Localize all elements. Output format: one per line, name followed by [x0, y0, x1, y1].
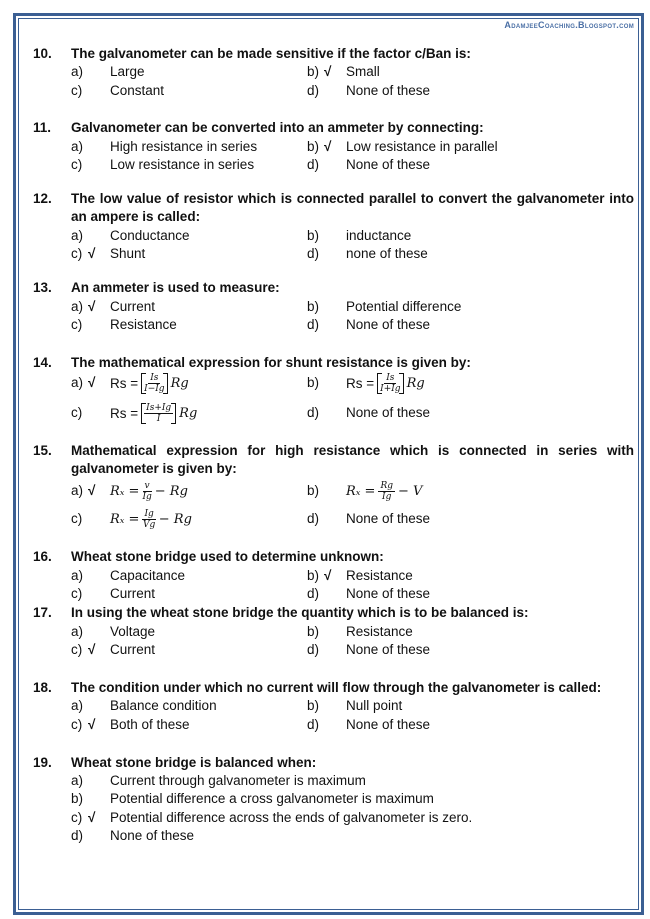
option-label: c) — [71, 642, 83, 657]
option-text: None of these — [110, 828, 195, 843]
formula-denominator: Ig — [142, 491, 152, 502]
option-text: Potential difference across the ends of galvanometer is zero. — [110, 810, 473, 825]
option-text: Resistance — [110, 317, 177, 332]
option-label: c) — [71, 405, 83, 420]
question-text: Galvanometer can be converted into an ammeter by connecting: — [71, 120, 484, 135]
formula-lhs: Rₓ = — [110, 483, 140, 499]
formula-rhs: Rg — [179, 405, 198, 421]
option-label: b) — [307, 139, 320, 154]
option-text: Conductance — [110, 228, 190, 243]
option-label: b) — [307, 568, 320, 583]
formula-numerator: Ig — [144, 508, 154, 519]
formula-fraction — [144, 403, 173, 424]
option-label: a) — [71, 698, 84, 713]
option-text: Current through galvanometer is maximum — [110, 773, 366, 788]
option-text: High resistance in series — [110, 139, 258, 154]
option-label: d) — [307, 83, 320, 98]
option-formula — [110, 402, 197, 424]
option-text: None of these — [346, 642, 431, 657]
option-label: d) — [307, 511, 320, 526]
formula-rhs: Rg — [170, 375, 189, 391]
question-text: An ammeter is used to measure: — [71, 280, 280, 295]
option-label: c) — [71, 586, 83, 601]
option-text: Voltage — [110, 624, 156, 639]
formula-denominator: I−Ig — [144, 383, 165, 394]
option-text: inductance — [346, 228, 412, 243]
option-text: Balance condition — [110, 698, 217, 713]
option-text: None of these — [346, 511, 431, 526]
formula-lhs: Rs = — [346, 375, 375, 391]
option-formula — [110, 508, 192, 530]
formula-numerator: Is — [386, 372, 395, 383]
question-number: 17. — [33, 605, 52, 620]
formula-rhs: − Rg — [154, 483, 188, 499]
option-label: a) — [71, 624, 84, 639]
formula-lhs: Rs = — [110, 405, 139, 421]
correct-check-icon: √ — [324, 568, 332, 583]
correct-check-icon: √ — [88, 810, 96, 825]
option-text: Constant — [110, 83, 165, 98]
option-text: Null point — [346, 698, 403, 713]
question-number: 19. — [33, 755, 52, 770]
option-label: d) — [307, 717, 320, 732]
question-text: Wheat stone bridge used to determine unknown: — [71, 549, 384, 564]
option-formula — [110, 372, 189, 394]
formula-rhs: Rg — [406, 375, 425, 391]
formula-fraction — [142, 481, 151, 502]
option-text: Current — [110, 586, 156, 601]
formula-numerator: Is — [150, 372, 159, 383]
option-text: None of these — [346, 405, 431, 420]
formula-denominator: Vg — [142, 519, 156, 530]
option-label: c) — [71, 810, 83, 825]
formula-numerator: Is+Ig — [146, 402, 172, 413]
option-text: None of these — [346, 717, 431, 732]
option-label: d) — [307, 405, 320, 420]
option-label: a) — [71, 375, 84, 390]
formula-lhs: Rₓ = — [346, 483, 376, 499]
option-label: d) — [307, 642, 320, 657]
formula-rhs: − Rg — [158, 511, 192, 527]
question-number: 14. — [33, 355, 52, 370]
formula-bracket — [377, 373, 403, 394]
option-label: a) — [71, 139, 84, 154]
option-text: Large — [110, 64, 145, 79]
option-formula — [346, 372, 425, 394]
correct-check-icon: √ — [88, 246, 96, 261]
question-text: In using the wheat stone bridge the quantity which is to be balanced is: — [71, 605, 529, 620]
question-text: Wheat stone bridge is balanced when: — [71, 755, 317, 770]
formula-fraction — [144, 373, 164, 394]
option-label: c) — [71, 157, 83, 172]
question-text: The condition under which no current will flow through the galvanometer is called: — [71, 680, 602, 695]
question-number: 13. — [33, 280, 52, 295]
question-number: 12. — [33, 191, 52, 206]
option-text: none of these — [346, 246, 428, 261]
question-number: 18. — [33, 680, 52, 695]
formula-lhs: Rs = — [110, 375, 139, 391]
option-text: Capacitance — [110, 568, 186, 583]
correct-check-icon: √ — [324, 64, 332, 79]
question-number: 15. — [33, 443, 52, 458]
formula-fraction — [380, 373, 400, 394]
question-text: The low value of resistor which is connected parallel to convert the galvanometer into — [71, 191, 634, 206]
question-text: Mathematical expression for high resistance which is connected in series with — [71, 443, 634, 458]
formula-bracket — [141, 373, 167, 394]
question-text: The galvanometer can be made sensitive if the factor c/Ban is: — [71, 46, 471, 61]
option-label: d) — [307, 317, 320, 332]
option-label: a) — [71, 483, 84, 498]
option-label: b) — [307, 483, 320, 498]
option-text: Resistance — [346, 624, 413, 639]
formula-numerator: Rg — [380, 480, 393, 491]
formula-fraction — [142, 509, 155, 530]
option-label: a) — [71, 64, 84, 79]
option-text: None of these — [346, 317, 431, 332]
correct-check-icon: √ — [88, 717, 96, 732]
option-label: b) — [307, 375, 320, 390]
option-label: b) — [307, 624, 320, 639]
formula-rhs: − V — [397, 483, 423, 499]
correct-check-icon: √ — [88, 483, 96, 498]
option-label: b) — [307, 698, 320, 713]
correct-check-icon: √ — [88, 375, 96, 390]
option-text: None of these — [346, 157, 431, 172]
option-label: b) — [71, 791, 84, 806]
question-text: The mathematical expression for shunt resistance is given by: — [71, 355, 471, 370]
option-text: Low resistance in series — [110, 157, 255, 172]
option-text: Potential difference — [346, 299, 462, 314]
correct-check-icon: √ — [324, 139, 332, 154]
option-text: Shunt — [110, 246, 146, 261]
option-label: b) — [307, 228, 320, 243]
option-text: None of these — [346, 83, 431, 98]
site-header: AdamjeeCoaching.Blogspot.com — [504, 20, 634, 30]
option-label: c) — [71, 317, 83, 332]
option-formula — [346, 480, 422, 502]
option-label: c) — [71, 83, 83, 98]
option-label: b) — [307, 299, 320, 314]
option-text: Current — [110, 642, 156, 657]
correct-check-icon: √ — [88, 299, 96, 314]
option-label: d) — [307, 246, 320, 261]
option-label: d) — [71, 828, 84, 843]
correct-check-icon: √ — [88, 642, 96, 657]
formula-denominator: I+Ig — [380, 383, 401, 394]
option-label: b) — [307, 64, 320, 79]
option-label: c) — [71, 246, 83, 261]
option-label: a) — [71, 773, 84, 788]
formula-denominator: I — [156, 413, 161, 424]
option-label: a) — [71, 568, 84, 583]
option-text: Both of these — [110, 717, 190, 732]
question-text: galvanometer is given by: — [71, 461, 237, 476]
formula-bracket — [141, 403, 176, 424]
option-label: d) — [307, 586, 320, 601]
question-text: an ampere is called: — [71, 209, 201, 224]
formula-lhs: Rₓ = — [110, 511, 140, 527]
formula-numerator: v — [144, 480, 150, 491]
option-label: a) — [71, 228, 84, 243]
option-label: c) — [71, 717, 83, 732]
option-label: d) — [307, 157, 320, 172]
option-label: c) — [71, 511, 83, 526]
option-text: Small — [346, 64, 380, 79]
option-text: None of these — [346, 586, 431, 601]
option-text: Low resistance in parallel — [346, 139, 498, 154]
option-text: Potential difference a cross galvanometer is maximum — [110, 791, 434, 806]
option-text: Resistance — [346, 568, 413, 583]
question-number: 11. — [33, 120, 52, 135]
option-text: Current — [110, 299, 156, 314]
formula-fraction — [378, 481, 395, 502]
question-number: 16. — [33, 549, 52, 564]
option-formula — [110, 480, 188, 502]
formula-denominator: Ig — [382, 491, 392, 502]
option-label: a) — [71, 299, 84, 314]
question-number: 10. — [33, 46, 52, 61]
